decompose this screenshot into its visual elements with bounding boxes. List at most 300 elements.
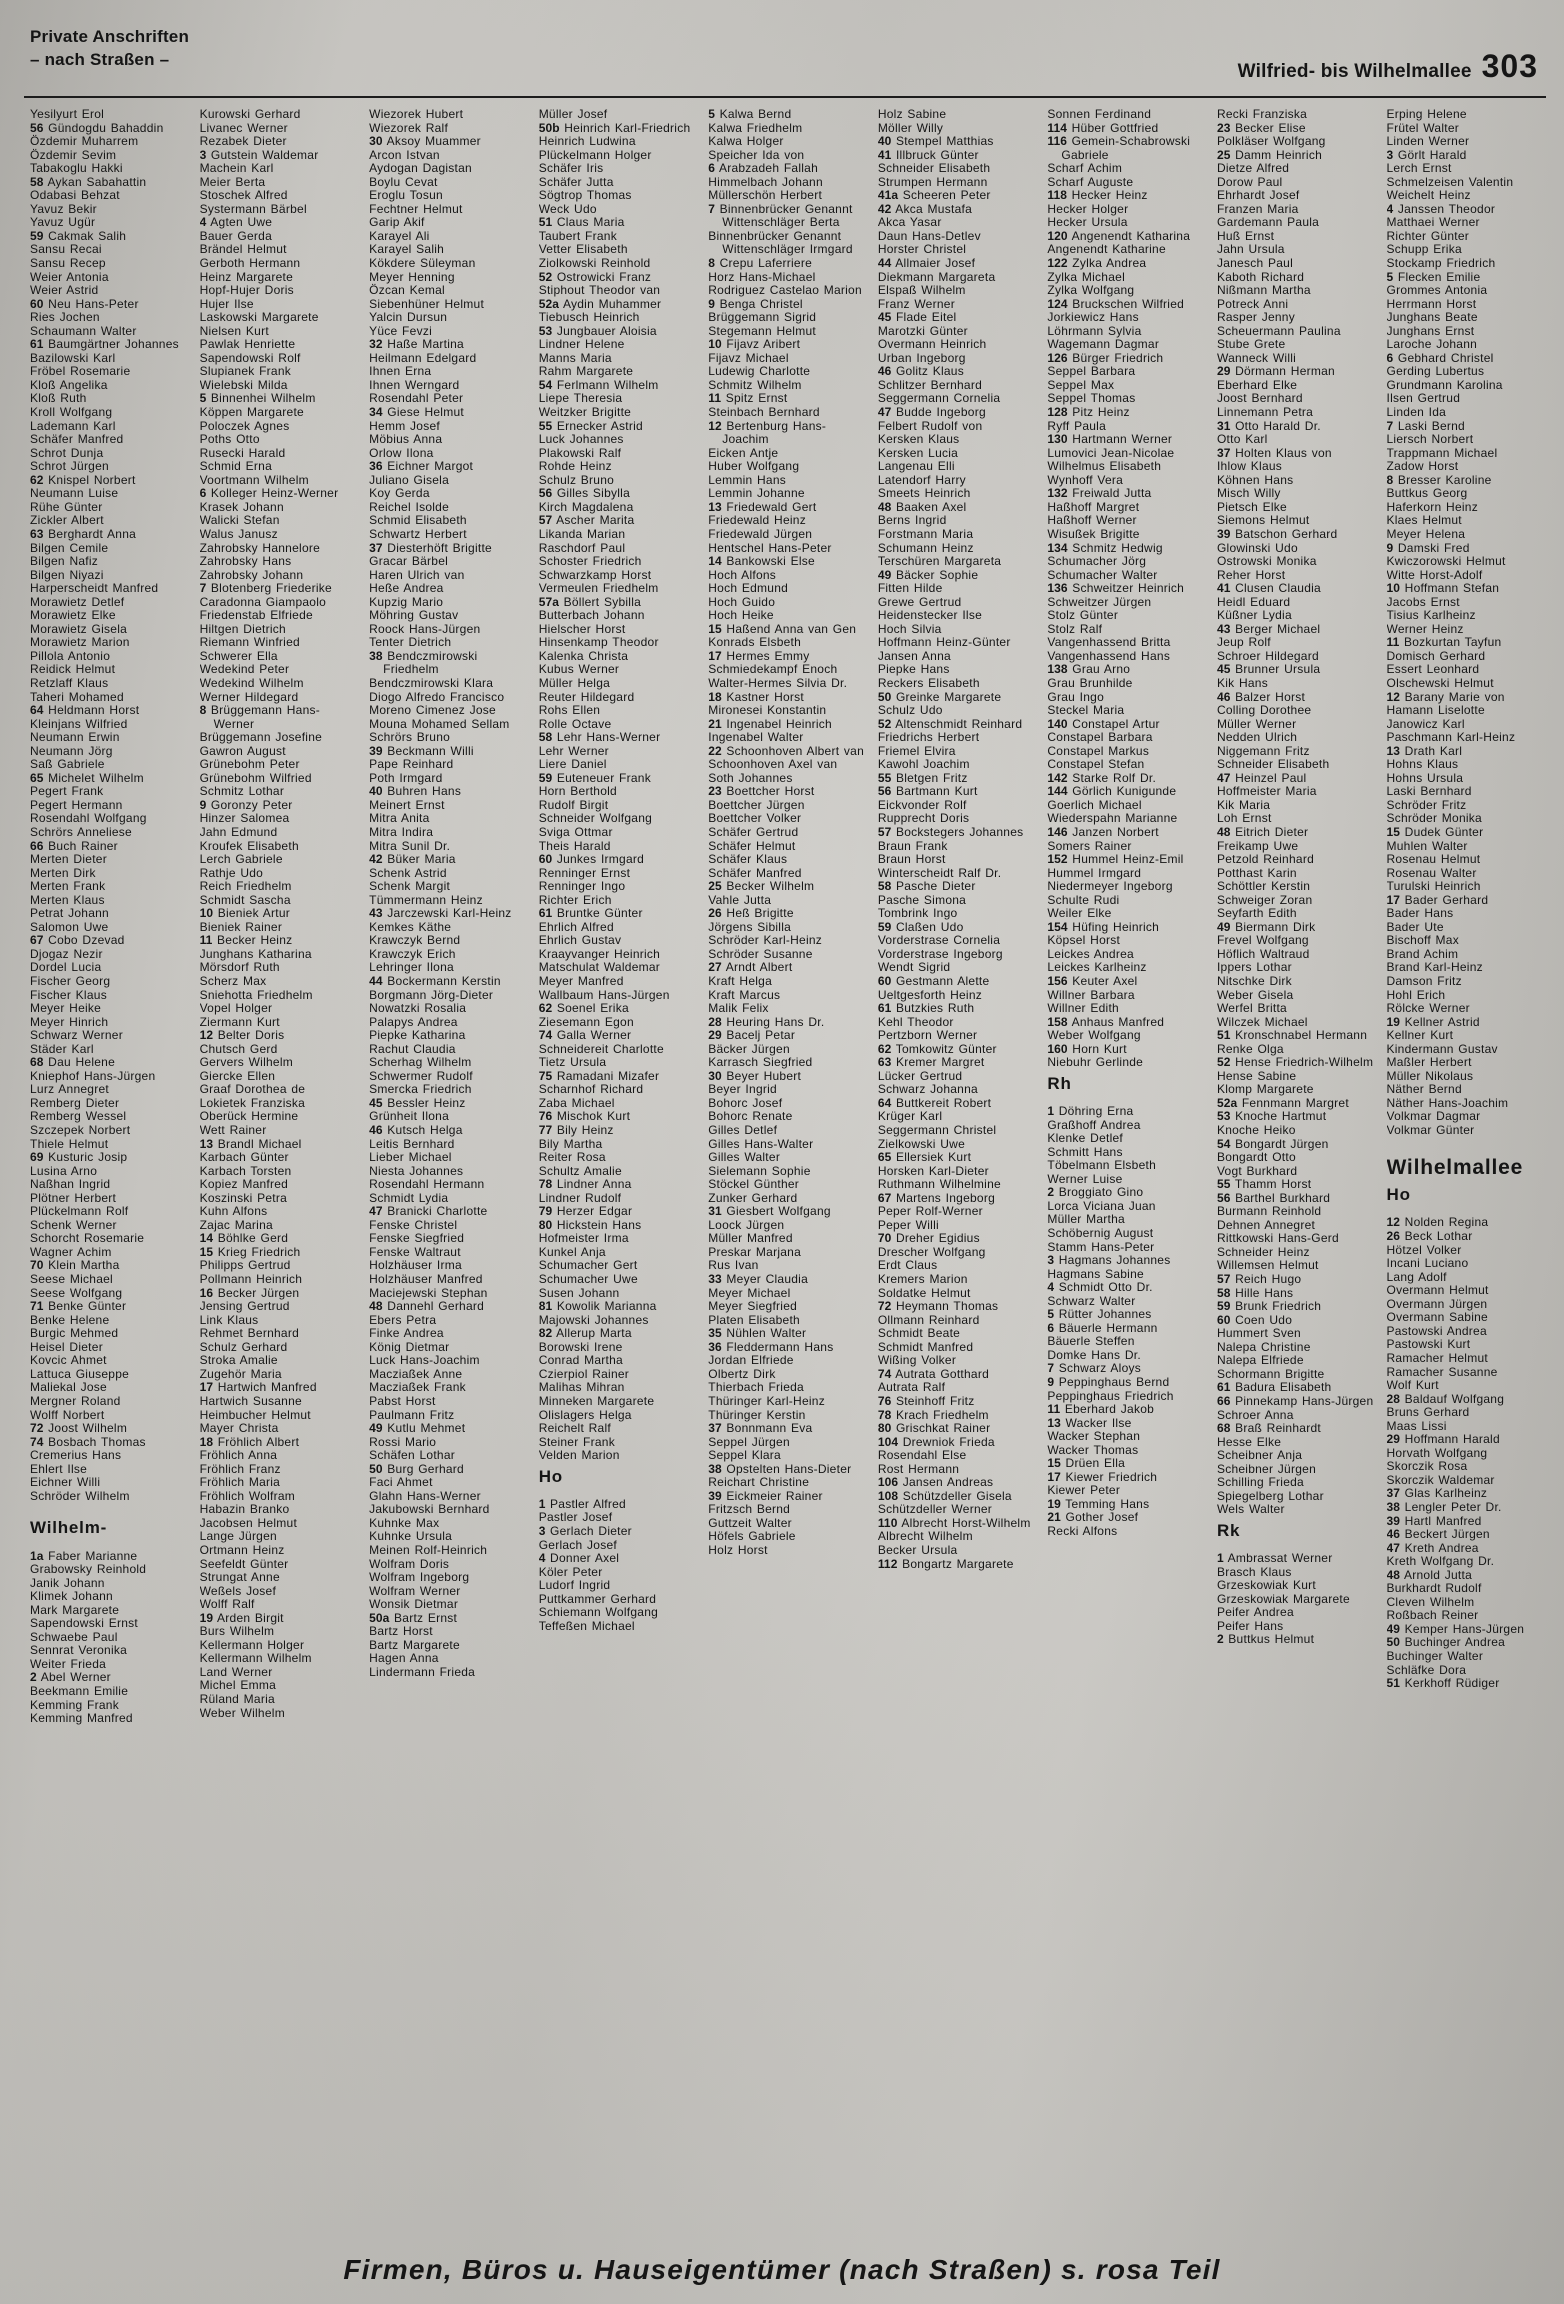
street-heading: Rh	[1047, 1073, 1072, 1093]
directory-entry: 11 Spitz Ernst	[708, 391, 788, 406]
directory-entry: Rosendahl Wolfgang	[30, 811, 147, 826]
directory-entry: 9 Goronzy Peter	[199, 797, 293, 812]
directory-entry: Jensing Gertrud	[199, 1299, 290, 1314]
directory-entry: 52 Altenschmidt Reinhard	[877, 716, 1023, 731]
directory-entry: 144 Görlich Kunigunde	[1047, 784, 1177, 799]
directory-entry: 56 Gilles Sibylla	[538, 486, 631, 501]
directory-entry: 47 Branicki Charlotte	[369, 1204, 488, 1219]
directory-entry: Hofmeister Irma	[538, 1231, 629, 1246]
directory-entry: Gardemann Paula	[1216, 215, 1320, 230]
directory-entry: Schmitz Lothar	[199, 784, 285, 799]
directory-entry: Schäfer Iris	[538, 161, 604, 176]
directory-entry: Meyer Michael	[708, 1285, 791, 1300]
directory-entry: Seppel Jürgen	[708, 1434, 790, 1449]
directory-entry: Oberück Hermine	[199, 1109, 299, 1124]
directory-entry: 21 Ingenabel Heinrich	[708, 716, 832, 731]
directory-entry: Heimbucher Helmut	[199, 1407, 311, 1422]
directory-entry: Müller Manfred	[708, 1231, 793, 1246]
directory-entry: Schrot Jürgen	[30, 459, 109, 474]
directory-entry: Pertzborn Werner	[877, 1028, 978, 1043]
directory-entry: Bartz Horst	[369, 1624, 433, 1639]
directory-entry: Kemming Frank	[30, 1697, 119, 1712]
directory-entry: Chutsch Gerd	[199, 1041, 278, 1056]
directory-entry: Schiemann Wolfgang	[538, 1605, 659, 1620]
directory-entry: Plückelmann Rolf	[30, 1204, 129, 1219]
directory-entry: 62 Knispel Norbert	[30, 472, 136, 487]
directory-entry: Lumovici Jean-Nicolae	[1047, 445, 1175, 460]
directory-entry: 130 Hartmann Werner	[1047, 432, 1173, 447]
directory-entry: Zajac Marina	[199, 1217, 273, 1232]
directory-entry: Wolf Kurt	[1386, 1378, 1439, 1393]
directory-entry: Finke Andrea	[369, 1326, 444, 1341]
directory-entry: 41a Scheeren Peter	[877, 188, 991, 203]
directory-entry: Lindner Helene	[538, 337, 625, 352]
directory-entry: Poloczek Agnes	[199, 418, 290, 433]
directory-entry: Wedekind Peter	[199, 662, 290, 677]
directory-entry: Ihlow Klaus	[1216, 459, 1283, 474]
directory-entry: Jeup Rolf	[1216, 635, 1271, 650]
directory-entry: 37 Holten Klaus von	[1216, 445, 1332, 460]
directory-entry: Rosenau Walter	[1386, 865, 1477, 880]
directory-entry: Holzhäuser Irma	[369, 1258, 462, 1273]
directory-entry: Hohns Ursula	[1386, 770, 1464, 785]
directory-entry: Rölcke Werner	[1386, 1001, 1470, 1016]
directory-entry: 68 Dau Helene	[30, 1055, 116, 1070]
directory-entry: 45 Bessler Heinz	[369, 1095, 466, 1110]
directory-entry: Junghans Beate	[1386, 310, 1478, 325]
directory-entry: Seefeldt Günter	[199, 1556, 289, 1571]
directory-entry: Kloß Angelika	[30, 377, 108, 392]
directory-entry: Scharnhof Richard	[538, 1082, 644, 1097]
directory-entry: Wett Rainer	[199, 1123, 267, 1138]
directory-entry: Schneidereit Charlotte	[538, 1041, 664, 1056]
directory-entry: Schäfer Jutta	[538, 174, 614, 189]
directory-entry: Lieber Michael	[369, 1150, 452, 1165]
directory-entry: 29 Dörmann Herman	[1216, 364, 1335, 379]
directory-entry: Neumann Luise	[30, 486, 119, 501]
directory-entry: Meyer Helena	[1386, 526, 1466, 541]
directory-entry: Reiter Rosa	[538, 1150, 606, 1165]
directory-entry: Buchinger Walter	[1386, 1648, 1484, 1663]
directory-entry: 8 Crepu Laferriere	[708, 256, 812, 271]
directory-entry: Kurowski Gerhard	[199, 108, 301, 121]
directory-entry: Misch Willy	[1216, 486, 1281, 501]
directory-entry: Thierbach Frieda	[708, 1380, 804, 1395]
directory-entry: Wallbaum Hans-Jürgen	[538, 987, 670, 1002]
directory-entry: Schmid Erna	[199, 459, 273, 474]
directory-entry: Goerlich Michael	[1047, 797, 1142, 812]
directory-entry: Jacobs Ernst	[1386, 594, 1460, 609]
directory-entry: Weitzker Brigitte	[538, 405, 632, 420]
directory-entry: Vangenhassend Hans	[1047, 648, 1171, 663]
directory-entry: Hartwich Susanne	[199, 1393, 302, 1408]
directory-entry: Hummert Sven	[1216, 1326, 1301, 1341]
directory-entry: Gerding Lubertus	[1386, 364, 1485, 379]
directory-entry: Sielemann Sophie	[708, 1163, 811, 1178]
directory-entry: Horn Berthold	[538, 784, 617, 799]
directory-entry: Janesch Paul	[1216, 256, 1293, 271]
directory-entry: Stockamp Friedrich	[1386, 256, 1496, 271]
directory-entry: Krawczyk Erich	[369, 946, 456, 961]
directory-entry: Hopf-Hujer Doris	[199, 283, 294, 298]
directory-entry: Weck Udo	[538, 201, 597, 216]
directory-entry: Hecker Ursula	[1047, 215, 1128, 230]
directory-entry: Heinz Margarete	[199, 269, 294, 284]
directory-entry: 122 Zylka Andrea	[1047, 256, 1147, 271]
directory-entry: Merten Dieter	[30, 852, 107, 867]
directory-entry: Rosenau Helmut	[1386, 852, 1481, 867]
directory-entry: Puttkammer Gerhard	[538, 1591, 657, 1606]
directory-entry: 59 Brunk Friedrich	[1216, 1299, 1322, 1314]
directory-entry: Fritzsch Bernd	[708, 1502, 791, 1517]
directory-entry: Steinbach Bernhard	[708, 405, 820, 420]
directory-entry: Wißing Volker	[877, 1353, 957, 1368]
directory-entry: Seese Michael	[30, 1272, 113, 1287]
directory-entry: Frevel Wolfgang	[1216, 933, 1309, 948]
directory-entry: Kersken Lucia	[877, 445, 959, 460]
directory-entry: 17 Kiewer Friedrich	[1047, 1469, 1158, 1484]
directory-entry: 50 Buchinger Andrea	[1386, 1635, 1506, 1650]
page-header-right	[1238, 48, 1538, 85]
directory-entry: 152 Hummel Heinz-Emil	[1047, 852, 1184, 867]
directory-entry: Küßner Lydia	[1216, 608, 1292, 623]
directory-entry: Fröhlich Maria	[199, 1475, 281, 1490]
directory-entry: Retzlaff Klaus	[30, 675, 109, 690]
directory-entry: Huß Ernst	[1216, 228, 1275, 243]
directory-entry: 120 Angenendt Katharina	[1047, 228, 1191, 243]
directory-entry: Kökdere Süleyman	[369, 256, 476, 271]
directory-entry: Linnemann Petra	[1216, 405, 1314, 420]
directory-entry: Brand Achim	[1386, 946, 1459, 961]
directory-entry: Müller Martha	[1047, 1212, 1125, 1227]
directory-entry: Werfel Britta	[1216, 1001, 1287, 1016]
directory-entry: 66 Pinnekamp Hans-Jürgen	[1216, 1393, 1374, 1408]
directory-entry: Rüland Maria	[199, 1691, 275, 1706]
directory-entry: Schenk Werner	[30, 1217, 117, 1232]
directory-entry: Lindermann Frieda	[369, 1664, 476, 1679]
directory-entry: Rehmet Bernhard	[199, 1326, 300, 1341]
directory-entry: Ehrhardt Josef	[1216, 188, 1300, 203]
directory-entry: Heidl Eduard	[1216, 594, 1291, 609]
directory-entry: Fröhlich Wolfram	[199, 1488, 296, 1503]
directory-entry: Kellner Kurt	[1386, 1028, 1454, 1043]
directory-entry: Reichel Isolde	[369, 499, 449, 514]
directory-entry: Bäcker Jürgen	[708, 1041, 790, 1056]
directory-entry: Bartz Margarete	[369, 1637, 460, 1652]
directory-entry: 78 Krach Friedhelm	[877, 1407, 989, 1422]
directory-entry: Heinrich Ludwina	[538, 134, 636, 149]
directory-entry: Vermeulen Friedhelm	[538, 581, 659, 596]
directory-entry: Ostrowski Monika	[1216, 554, 1317, 569]
directory-entry: Haferkorn Heinz	[1386, 499, 1478, 514]
directory-entry: 70 Dreher Egidius	[877, 1231, 980, 1246]
directory-entry: Vorderstrase Cornelia	[877, 933, 1001, 948]
directory-entry: 29 Hoffmann Harald	[1386, 1432, 1500, 1447]
directory-entry: Schweiger Zoran	[1216, 892, 1313, 907]
directory-entry: Schöbernig August	[1047, 1225, 1154, 1240]
directory-entry: 16 Becker Jürgen	[199, 1285, 300, 1300]
directory-entry: Löhrmann Sylvia	[1047, 323, 1142, 338]
directory-entry: Seppel Klara	[708, 1448, 781, 1463]
directory-entry: Peifer Hans	[1216, 1618, 1284, 1633]
directory-entry: Müller Werner	[1216, 716, 1297, 731]
directory-entry: Dietze Alfred	[1216, 161, 1290, 176]
directory-entry: Orlow Ilona	[369, 445, 434, 460]
directory-entry: Schäfer Manfred	[708, 865, 802, 880]
directory-entry: 48 Eitrich Dieter	[1216, 824, 1309, 839]
directory-entry: Land Werner	[199, 1664, 273, 1679]
directory-entry: Bilgen Cemile	[30, 540, 109, 555]
directory-entry: Yesilyurt Erol	[30, 108, 105, 121]
directory-entry: Fitten Hilde	[877, 581, 943, 596]
header-title-line2: – nach Straßen –	[30, 49, 170, 69]
directory-entry: Peifer Andrea	[1216, 1605, 1294, 1620]
directory-entry: Schilling Frieda	[1216, 1475, 1304, 1490]
column-6	[878, 108, 1036, 2230]
directory-entry: Bongardt Otto	[1216, 1150, 1296, 1165]
directory-entry: 74 Galla Werner	[538, 1028, 632, 1043]
directory-entry: Ryff Paula	[1047, 418, 1107, 433]
directory-entry: Zylka Michael	[1047, 269, 1125, 284]
directory-entry: Willemsen Helmut	[1216, 1258, 1319, 1273]
directory-entry: Schrörs Anneliese	[30, 824, 132, 839]
directory-entry: 71 Benke Günter	[30, 1299, 127, 1314]
directory-entry: 116 Gemein-Schabrowski Gabriele	[1047, 134, 1191, 162]
directory-entry: Plückelmann Holger	[538, 147, 652, 162]
directory-entry: 65 Ellersiek Kurt	[877, 1150, 972, 1165]
directory-entry: Schoster Friedrich	[538, 554, 642, 569]
directory-entry: Schumacher Gert	[538, 1258, 638, 1273]
directory-entry: Livanec Werner	[199, 120, 288, 135]
directory-entry: Horsken Karl-Dieter	[877, 1163, 989, 1178]
directory-entry: Odabasi Behzat	[30, 188, 120, 203]
directory-entry: Heisel Dieter	[30, 1339, 103, 1354]
directory-entry: 25 Becker Wilhelm	[708, 879, 815, 894]
directory-entry: Taheri Mohamed	[30, 689, 124, 704]
directory-entry: Thiele Helmut	[30, 1136, 109, 1151]
directory-entry: Müller Helga	[538, 675, 611, 690]
directory-entry: Schmelzeisen Valentin	[1386, 174, 1514, 189]
directory-entry: Fröbel Rosemarie	[30, 364, 131, 379]
directory-entry: Schupp Erika	[1386, 242, 1462, 257]
directory-entry: Schwerer Ella	[199, 648, 278, 663]
directory-entry: Ruthmann Wilhelmine	[877, 1177, 1001, 1192]
directory-entry: Strumpen Hermann	[877, 174, 988, 189]
directory-entry: Karbach Günter	[199, 1150, 289, 1165]
directory-entry: Meier Berta	[199, 174, 266, 189]
directory-entry: 10 Hoffmann Stefan	[1386, 581, 1500, 596]
directory-entry: 48 Baaken Axel	[877, 499, 967, 514]
directory-entry: Felbert Rudolf von	[877, 418, 983, 433]
directory-entry: Kalwa Holger	[708, 134, 784, 149]
directory-entry: Schröder Fritz	[1386, 797, 1467, 812]
directory-entry: Schneider Elisabeth	[1216, 757, 1330, 772]
directory-entry: Lusina Arno	[30, 1163, 98, 1178]
directory-entry: Poth Irmgard	[369, 770, 443, 785]
column-1	[30, 108, 188, 2230]
directory-entry: Sapendowski Rolf	[199, 350, 301, 365]
directory-entry: Sviga Ottmar	[538, 824, 613, 839]
directory-entry: Hoffmeister Maria	[1216, 784, 1317, 799]
directory-entry: Zahrobsky Hans	[199, 554, 292, 569]
directory-entry: 44 Allmaier Josef	[877, 256, 976, 271]
directory-entry: Rossi Mario	[369, 1434, 437, 1449]
directory-entry: Luck Johannes	[538, 432, 624, 447]
directory-entry: 29 Bacelj Petar	[708, 1028, 796, 1043]
directory-entry: Rosendahl Hermann	[369, 1177, 485, 1192]
directory-entry: 132 Freiwald Jutta	[1047, 486, 1152, 501]
column-5	[708, 108, 866, 2230]
directory-entry: Lehringer Ilona	[369, 960, 454, 975]
directory-entry: Bendczmirowski Klara	[369, 675, 494, 690]
directory-entry: Aydogan Dagistan	[369, 161, 472, 176]
directory-entry: Richter Erich	[538, 892, 612, 907]
directory-entry: Friedewald Heinz	[708, 513, 806, 528]
directory-entry: Grundmann Karolina	[1386, 377, 1503, 392]
directory-entry: 58 Lehr Hans-Werner	[538, 730, 661, 745]
directory-entry: Lerch Ernst	[1386, 161, 1452, 176]
directory-entry: 48 Dannehl Gerhard	[369, 1299, 485, 1314]
directory-entry: Dehnen Annegret	[1216, 1217, 1316, 1232]
directory-entry: 80 Grischkat Rainer	[877, 1421, 991, 1436]
directory-entry: Kalenka Christa	[538, 648, 629, 663]
directory-entry: Hoch Guido	[708, 594, 776, 609]
directory-entry: Gracar Bärbel	[369, 554, 449, 569]
directory-entry: Tabakoglu Hakki	[30, 161, 123, 176]
directory-entry: Liere Daniel	[538, 757, 607, 772]
directory-entry: Wielebski Milda	[199, 377, 288, 392]
directory-entry: Wilhelmus Elisabeth	[1047, 459, 1162, 474]
directory-entry: Burgic Mehmed	[30, 1326, 119, 1341]
directory-entry: 50 Burg Gerhard	[369, 1461, 464, 1476]
directory-entry: Turulski Heinrich	[1386, 879, 1481, 894]
directory-entry: Friedrichs Herbert	[877, 730, 980, 745]
directory-entry: Paschmann Karl-Heinz	[1386, 730, 1516, 745]
directory-entry: Plötner Herbert	[30, 1190, 117, 1205]
directory-entry: Rasper Jenny	[1216, 310, 1295, 325]
directory-entry: Bader Ute	[1386, 919, 1444, 934]
directory-entry: 49 Biermann Dirk	[1216, 919, 1316, 934]
directory-entry: 63 Berghardt Anna	[30, 526, 137, 541]
directory-entry: Mergner Roland	[30, 1393, 121, 1408]
directory-entry: Niesta Johannes	[369, 1163, 464, 1178]
directory-entry: Schmiedekampf Enoch	[708, 662, 838, 677]
directory-entry: 108 Schützdeller Gisela	[877, 1488, 1012, 1503]
directory-entry: Schmidt Beate	[877, 1326, 961, 1341]
directory-entry: Schwarz Walter	[1047, 1293, 1136, 1308]
directory-entry: Kellermann Wilhelm	[199, 1651, 312, 1666]
directory-entry: Schmidt Sascha	[199, 892, 291, 907]
directory-entry: Smercka Friedrich	[369, 1082, 472, 1097]
directory-entry: Theis Harald	[538, 838, 611, 853]
directory-entry: Mitra Sunil Dr.	[369, 838, 451, 853]
directory-entry: 76 Mischok Kurt	[538, 1109, 631, 1124]
directory-entry: Giercke Ellen	[199, 1068, 276, 1083]
directory-entry: Stiphout Theodor van	[538, 283, 661, 298]
directory-entry: Mironesei Konstantin	[708, 703, 827, 718]
directory-entry: Weber Gisela	[1216, 987, 1294, 1002]
directory-entry: 59 Claßen Udo	[877, 919, 964, 934]
directory-entry: Wilczek Michael	[1216, 1014, 1308, 1029]
directory-entry: Lang Adolf	[1386, 1269, 1447, 1284]
directory-entry: Thüringer Kerstin	[708, 1407, 806, 1422]
directory-entry: Meinen Rolf-Heinrich	[369, 1542, 488, 1557]
directory-entry: 65 Michelet Wilhelm	[30, 770, 144, 785]
directory-entry: Rosendahl Peter	[369, 391, 464, 406]
directory-entry: Neumann Erwin	[30, 730, 120, 745]
directory-entry: Daun Hans-Detlev	[877, 228, 981, 243]
directory-entry: Schöttler Kerstin	[1216, 879, 1311, 894]
directory-entry: Skorczik Waldemar	[1386, 1472, 1495, 1487]
directory-entry: Weiter Frieda	[30, 1656, 107, 1671]
directory-entry: Eichner Willi	[30, 1475, 101, 1490]
directory-entry: Wagner Achim	[30, 1244, 112, 1259]
directory-entry: Hagen Anna	[369, 1651, 439, 1666]
directory-entry: Weiler Elke	[1047, 906, 1112, 921]
directory-entry: Soldatke Helmut	[877, 1285, 971, 1300]
directory-entry: Latendorf Harry	[877, 472, 966, 487]
directory-entry: Mayer Christa	[199, 1421, 279, 1436]
directory-entry: Hense Sabine	[1216, 1068, 1297, 1083]
directory-entry: Meyer Heike	[30, 1001, 102, 1016]
directory-entry: 1 Ambrassat Werner	[1216, 1551, 1333, 1566]
directory-entry: Malik Felix	[708, 1001, 769, 1016]
directory-entry: 3 Gerlach Dieter	[538, 1523, 632, 1538]
directory-entry: Kwiczorowski Helmut	[1386, 554, 1506, 569]
directory-entry: 40 Stempel Matthias	[877, 134, 994, 149]
directory-entry: Elspaß Wilhelm	[877, 283, 966, 298]
directory-entry: Nitschke Dirk	[1216, 974, 1292, 988]
directory-entry: Thüringer Karl-Heinz	[708, 1393, 825, 1408]
directory-entry: Sniehotta Friedhelm	[199, 987, 313, 1002]
directory-entry: Bäuerle Steffen	[1047, 1334, 1135, 1349]
directory-entry: Grewe Gertrud	[877, 594, 962, 609]
directory-entry: 6 Bäuerle Hermann	[1047, 1320, 1158, 1335]
directory-entry: Fenske Waltraut	[369, 1244, 461, 1259]
directory-entry: 82 Allerup Marta	[538, 1326, 632, 1341]
directory-entry: Boettcher Jürgen	[708, 797, 805, 812]
directory-entry: Steiner Frank	[538, 1434, 615, 1449]
directory-entry: Seppel Max	[1047, 377, 1115, 392]
directory-entry: Beyer Ingrid	[708, 1082, 777, 1097]
directory-entry: Hoch Edmund	[708, 581, 789, 596]
directory-entry: 128 Pitz Heinz	[1047, 405, 1130, 420]
directory-entry: Schwaebe Paul	[30, 1629, 118, 1644]
directory-entry: Nowatzki Rosalia	[369, 1001, 467, 1016]
directory-entry: 138 Grau Arno	[1047, 662, 1131, 677]
directory-entry: Hiltgen Dietrich	[199, 621, 286, 636]
directory-entry: 47 Budde Ingeborg	[877, 405, 986, 420]
directory-entry: Schultz Amalie	[538, 1163, 622, 1178]
directory-entry: 5 Rütter Johannes	[1047, 1307, 1152, 1322]
directory-entry: Schäfen Lothar	[369, 1448, 456, 1463]
directory-entry: Grabowsky Reinhold	[30, 1562, 147, 1577]
directory-entry: 13 Brandl Michael	[199, 1136, 302, 1151]
column-4	[539, 108, 697, 2230]
directory-entry: Overmann Helmut	[1386, 1283, 1489, 1298]
directory-entry: 56 Bartmann Kurt	[877, 784, 978, 799]
directory-entry: Seyfarth Edith	[1216, 906, 1297, 921]
directory-entry: Bily Martha	[538, 1136, 603, 1151]
directory-entry: Kersken Klaus	[877, 432, 960, 447]
directory-entry: 10 Fijavz Aribert	[708, 337, 801, 352]
directory-entry: Habazin Branko	[199, 1502, 290, 1517]
directory-entry: 134 Schmitz Hedwig	[1047, 540, 1163, 555]
directory-entry: 72 Joost Wilhelm	[30, 1421, 128, 1436]
directory-entry: Potreck Anni	[1216, 296, 1289, 311]
directory-entry: 6 Kolleger Heinz-Werner	[199, 486, 339, 501]
directory-entry: Weier Astrid	[30, 283, 99, 298]
